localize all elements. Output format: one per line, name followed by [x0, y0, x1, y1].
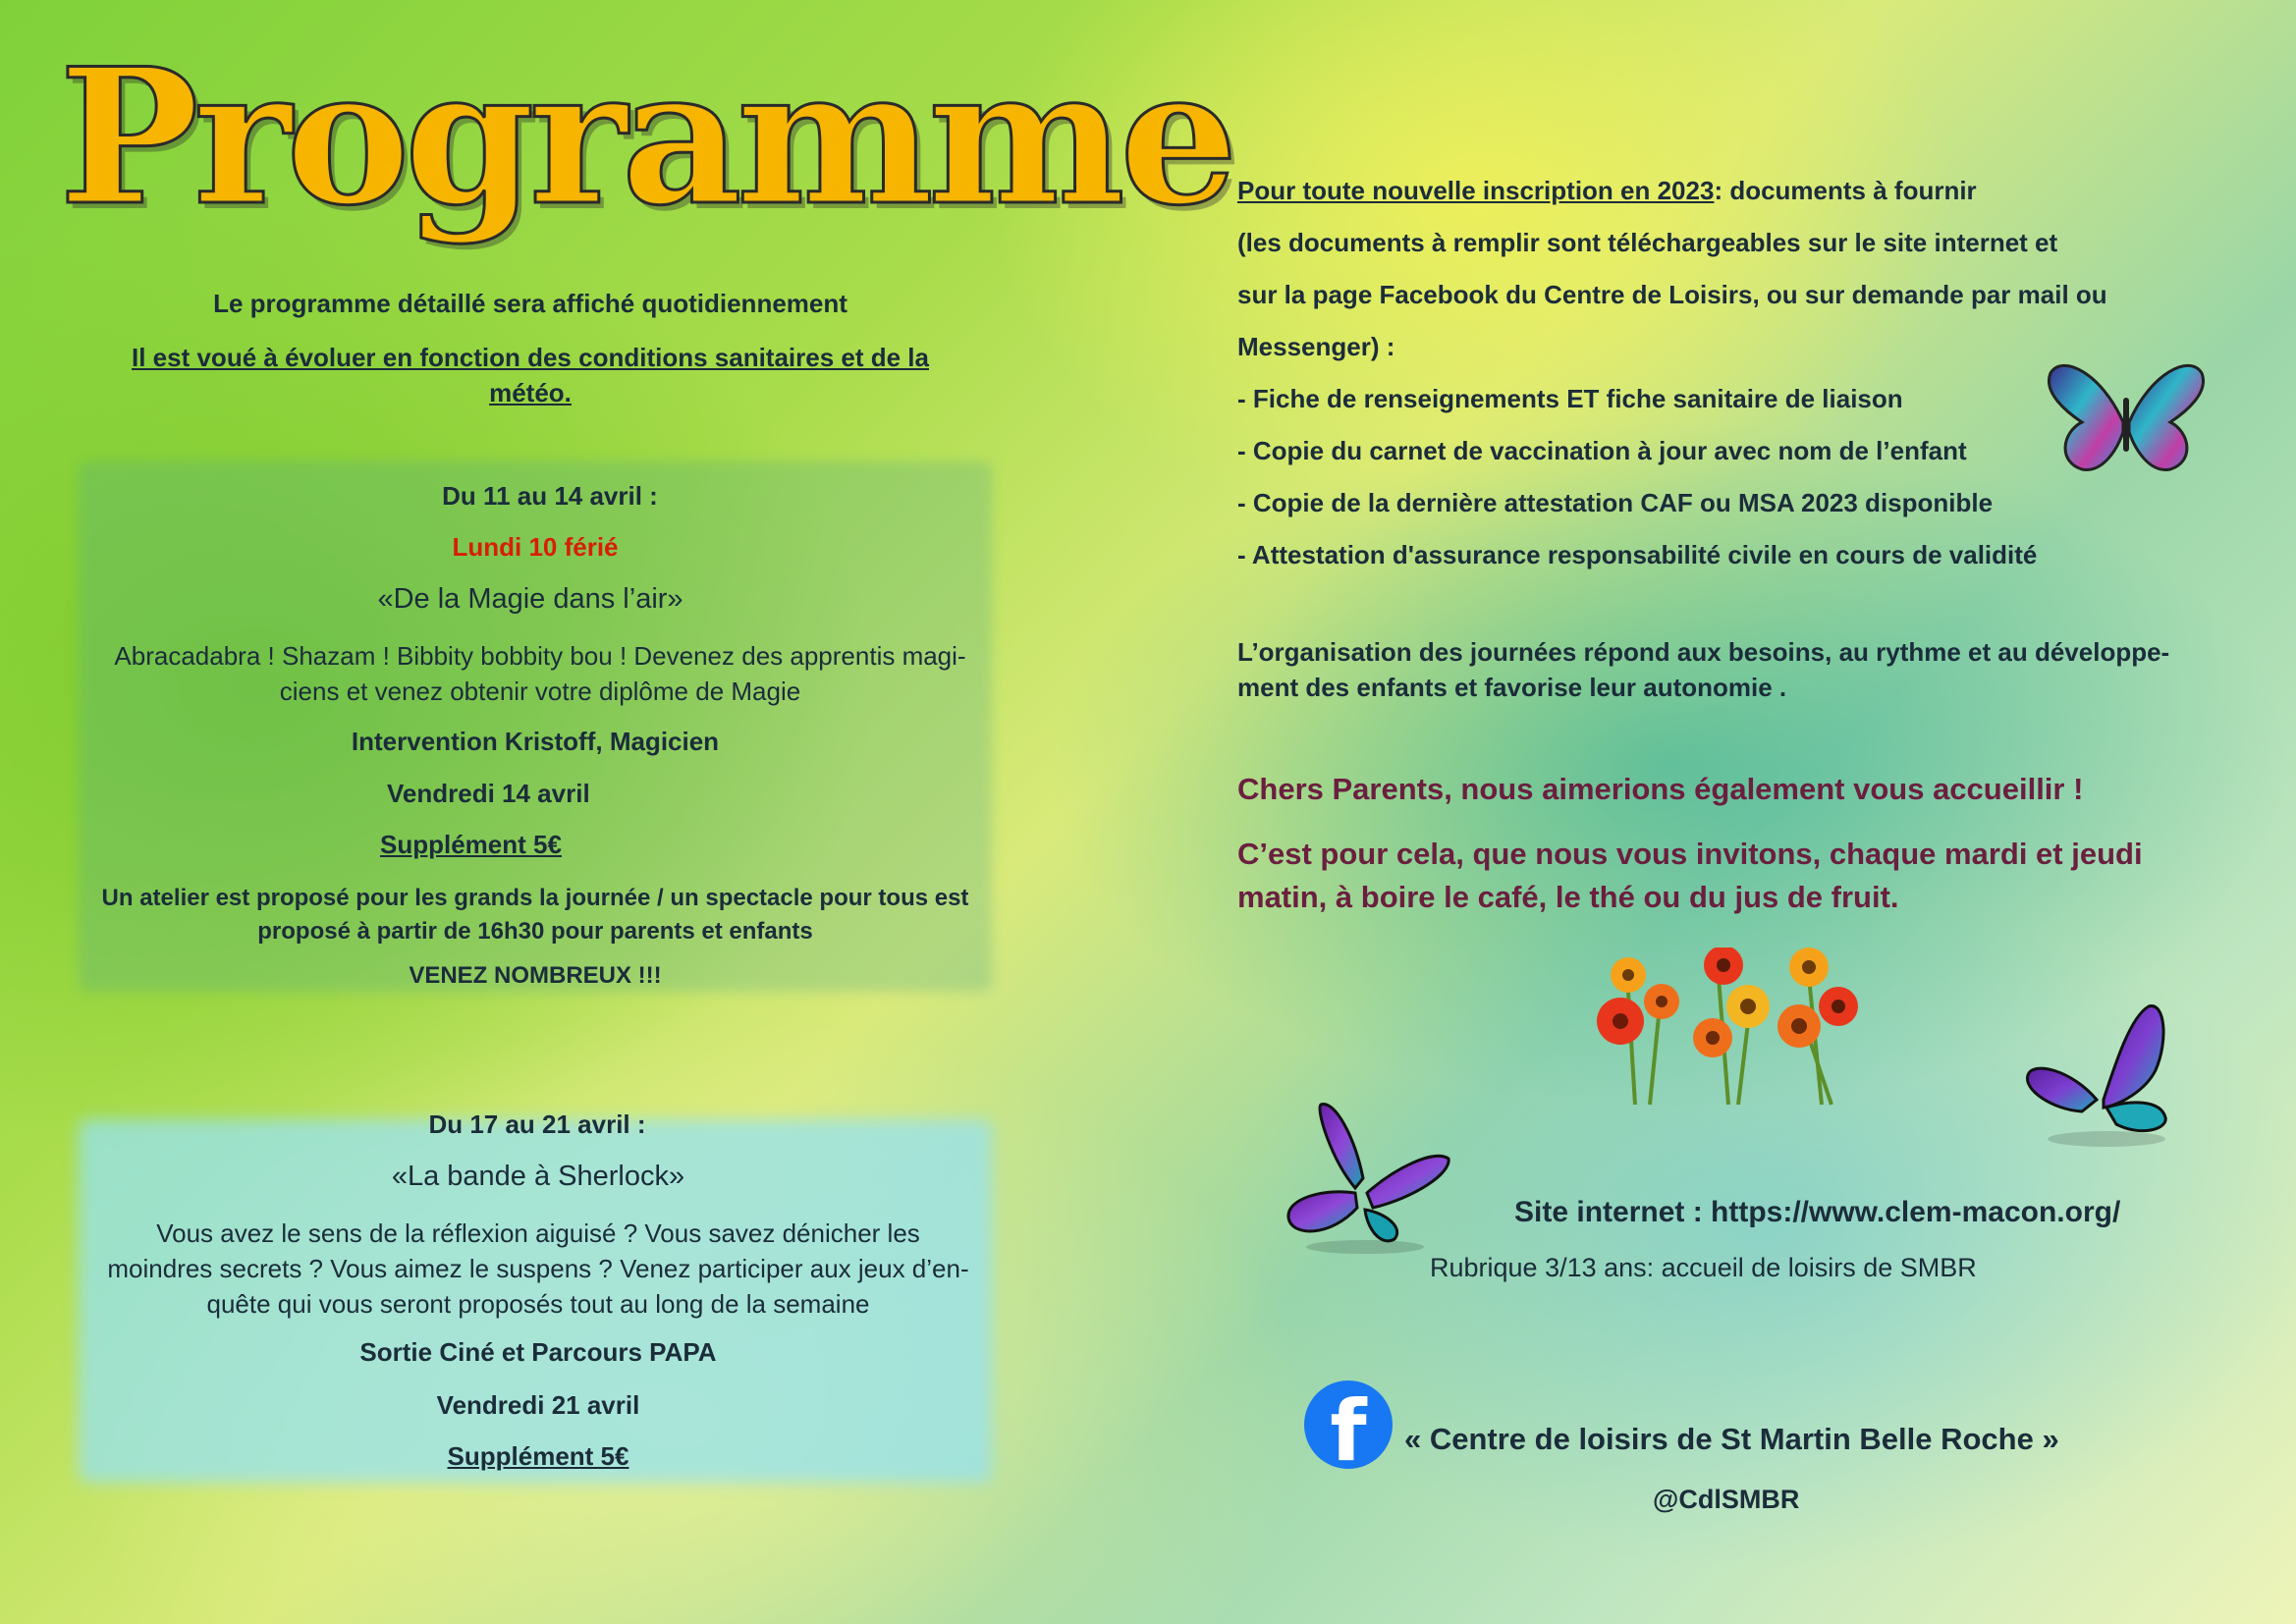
- organisation-line2: ment des enfants et favorise leur autonomie .: [1237, 673, 1787, 702]
- intro-warning-line2: météo.: [489, 378, 572, 407]
- week1-desc-line2: ciens et venez obtenir votre diplôme de Magie: [279, 677, 801, 706]
- week2-outing: Sortie Ciné et Parcours PAPA: [359, 1337, 717, 1367]
- week1-holiday: Lundi 10 férié: [452, 532, 619, 562]
- week2-theme: «La bande à Sherlock»: [391, 1161, 685, 1192]
- butterfly-icon: [1277, 1100, 1453, 1257]
- week1-call: VENEZ NOMBREUX !!!: [409, 962, 662, 989]
- parents-invitation: [1237, 833, 2249, 919]
- facebook-icon[interactable]: f: [1304, 1380, 1393, 1469]
- parents-line3: matin, à boire le café, le thé ou du jus de fruit.: [1237, 880, 1899, 914]
- registration-heading: Pour toute nouvelle inscription en 2023: [1237, 176, 1715, 205]
- website-link[interactable]: Site internet : https://www.clem-macon.org/: [1514, 1196, 2121, 1228]
- week1-note-line1: Un atelier est proposé pour les grands la journée / un spectacle pour tous est: [101, 885, 969, 911]
- organisation-text: [1237, 634, 2269, 705]
- website-rubrique: Rubrique 3/13 ans: accueil de loisirs de SMBR: [1430, 1253, 1977, 1282]
- registration-line: Messenger) :: [1237, 332, 1395, 361]
- registration-line: sur la page Facebook du Centre de Loisirs, ou sur demande par mail ou: [1237, 280, 2107, 309]
- week2-day: Vendredi 21 avril: [436, 1390, 640, 1420]
- intro-warning: [79, 340, 982, 410]
- parents-line2: C’est pour cela, que nous vous invitons, chaque mardi et jeudi: [1237, 837, 2143, 871]
- organisation-line1: L’organisation des journées répond aux besoins, au rythme et au développe-: [1237, 637, 2170, 667]
- registration-line: (les documents à remplir sont téléchargeables sur le site internet et: [1237, 228, 2058, 257]
- week1-intervention: Intervention Kristoff, Magicien: [351, 727, 720, 756]
- intro-warning-line1: Il est voué à évoluer en fonction des conditions sanitaires et de la: [132, 343, 929, 372]
- registration-item: - Fiche de renseignements ET fiche sanitaire de liaison: [1237, 384, 1903, 413]
- week2-desc-line2: moindres secrets ? Vous aimez le suspens ? Venez participer aux jeux d’en-: [107, 1254, 969, 1283]
- week1-day: Vendredi 14 avril: [387, 779, 590, 808]
- registration-heading-line: [1237, 165, 2269, 217]
- registration-item: - Copie de la dernière attestation CAF ou MSA 2023 disponible: [1237, 488, 1994, 517]
- week2-desc-line3: quête qui vous seront proposés tout au long de la semaine: [206, 1289, 870, 1319]
- page-title: Programme: [59, 27, 1232, 246]
- registration-item: - Copie du carnet de vaccination à jour avec nom de l’enfant: [1237, 436, 1967, 465]
- week2-description: [47, 1216, 1029, 1322]
- butterfly-icon: [2023, 1001, 2190, 1149]
- week2-desc-line1: Vous avez le sens de la réflexion aiguisé ? Vous savez dénicher les: [156, 1218, 920, 1248]
- week1-note-line2: proposé à partir de 16h30 pour parents et enfants: [257, 918, 813, 945]
- registration-heading-suffix: : documents à fournir: [1714, 176, 1977, 205]
- week1-note: [44, 882, 1026, 948]
- week1-theme: «De la Magie dans l’air»: [377, 583, 683, 615]
- flowers-icon: [1581, 947, 1886, 1110]
- week1-dates: Du 11 au 14 avril :: [442, 481, 658, 511]
- week1-desc-line1: Abracadabra ! Shazam ! Bibbity bobbity bou ! Devenez des apprentis magi-: [114, 641, 966, 671]
- parents-heading: Chers Parents, nous aimerions également vous accueillir !: [1237, 772, 2084, 806]
- intro-line: Le programme détaillé sera affiché quotidiennement: [213, 289, 847, 318]
- week2-supplement: Supplément 5€: [447, 1441, 629, 1471]
- facebook-page-name[interactable]: « Centre de loisirs de St Martin Belle Roche »: [1404, 1422, 2059, 1456]
- facebook-handle: @CdlSMBR: [1653, 1485, 1800, 1514]
- week1-description: [49, 638, 1031, 709]
- week2-dates: Du 17 au 21 avril :: [428, 1110, 646, 1139]
- registration-item: - Attestation d'assurance responsabilité civile en cours de validité: [1237, 540, 2038, 569]
- week1-supplement: Supplément 5€: [380, 830, 562, 859]
- butterfly-icon: [2043, 353, 2210, 491]
